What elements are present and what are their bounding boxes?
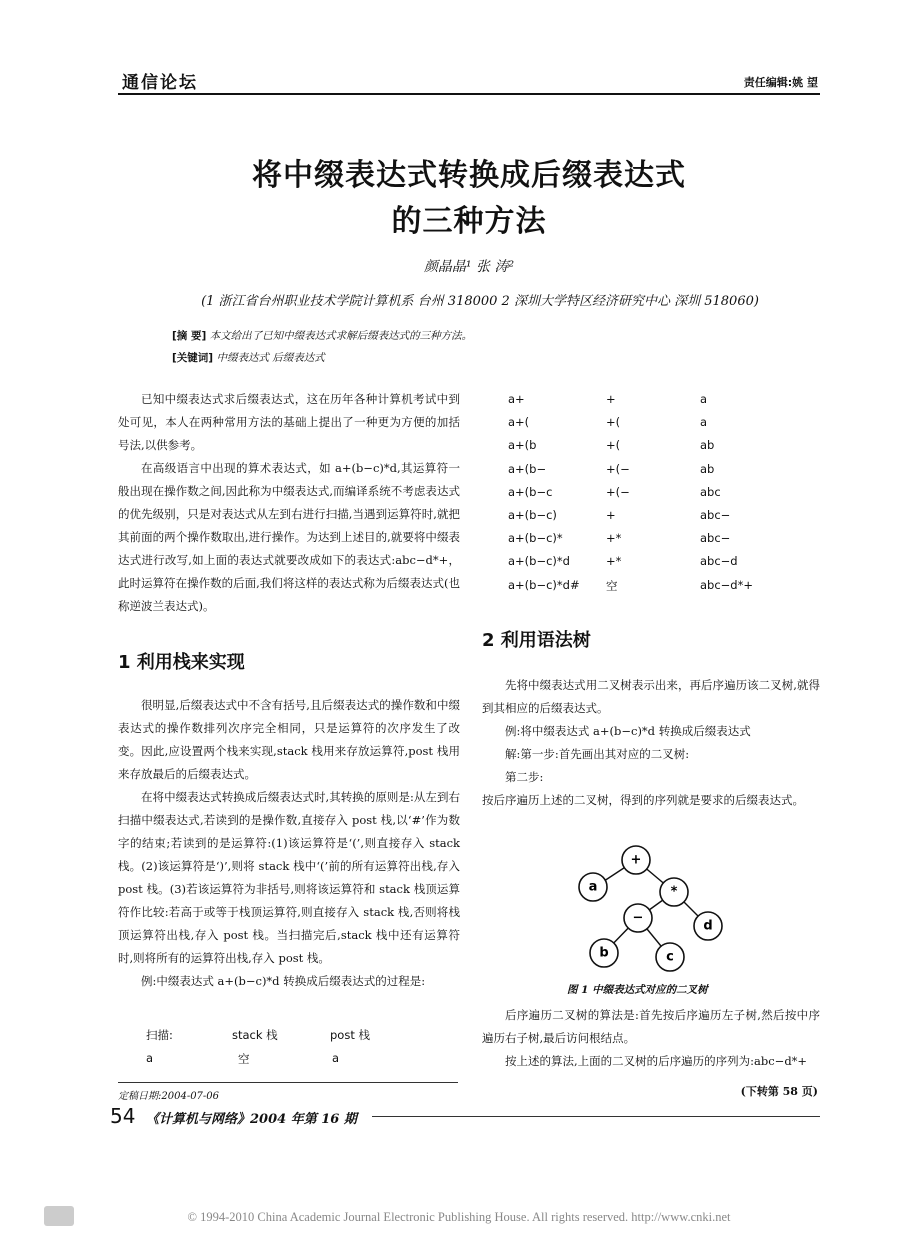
received-date: 定稿日期:2004-07-06	[118, 1091, 220, 1102]
section-2-text-top	[482, 674, 820, 812]
table-cell-scan: a+	[508, 392, 525, 406]
keywords-text: 中缀表达式 后缀表达式	[216, 352, 325, 364]
body-paragraph: 在将中缀表达式转换成后缀表达式时,其转换的原则是:从左到右扫描中缀表达式,若读到的是操作数,直接存入 post 栈,以‘#’作为数字的结束;若读到的是运算符:(1)该运算符是‘(’,则直接存入 stack 栈。(2)该运算符是‘)’,则将 stack 栈中‘(’前的所有运算符出栈,存入 post 栈。(3)若该运算符为非括号,则将该运算符和 stack 栈顶运算符作比较:若高于或等于栈顶运算符,则直接存入 stack 栈,否则将栈顶运算符出栈,存入 post 栈。当扫描完后,stack 栈中还有运算符时,则将所有的运算符出栈,存入 post 栈。	[118, 790, 460, 965]
copyright-notice: © 1994-2010 China Academic Journal Electronic Publishing House. All rights reserved. http://www.cnki.net	[187, 1210, 731, 1224]
figure-caption: 图 1 中缀表达式对应的二叉树	[567, 984, 708, 996]
table-cell-stack: +(−	[606, 484, 630, 499]
body-paragraph: 按后序遍历上述的二叉树，得到的序列就是要求的后缀表达式。	[482, 793, 804, 807]
body-paragraph: 例:将中缀表达式 a+(b−c)*d 转换成后缀表达式	[505, 724, 751, 738]
section-1-text	[118, 694, 460, 993]
table-cell-stack: 空	[606, 578, 618, 593]
tree-node	[622, 846, 650, 874]
tree-node	[579, 873, 607, 901]
table-cell-scan: a+(b	[508, 438, 537, 453]
tree-node-label: −	[632, 910, 644, 926]
continued-note: (下转第 58 页)	[740, 1085, 818, 1098]
table-cell-post: abc−	[700, 531, 731, 546]
body-paragraph: 后序遍历二叉树的算法是:首先按后序遍历左子树,然后按中序遍历右子树,最后访问根结点。	[482, 1008, 820, 1045]
tree-node-label: c	[666, 949, 674, 965]
table-cell-scan: a	[146, 1051, 154, 1065]
table-cell-post: a	[332, 1051, 340, 1065]
table-header-scan: 扫描:	[146, 1028, 173, 1042]
tree-node-label: *	[670, 884, 678, 900]
body-paragraph: 第二步:	[505, 770, 544, 784]
table-cell-post: ab	[700, 461, 715, 476]
abstract-text: 本文给出了已知中缀表达式求解后缀表达式的三种方法。	[209, 330, 473, 342]
table-cell-scan: a+(b−c)*	[508, 531, 563, 546]
body-paragraph: 先将中缀表达式用二叉树表示出来，再后序遍历该二叉树,就得到其相应的后缀表达式。	[482, 678, 820, 715]
authors: 颜晶晶¹ 张 涛²	[423, 259, 515, 275]
affiliation: (1 浙江省台州职业技术学院计算机系 台州 318000 2 深圳大学特区经济研究中心 深圳 518060)	[201, 294, 759, 309]
footer-rule	[372, 1116, 820, 1117]
tree-node-label: +	[630, 852, 642, 868]
section-2-text-bottom	[482, 1004, 820, 1073]
table-cell-scan: a+(	[508, 415, 530, 430]
tree-node	[656, 943, 684, 971]
table-cell-stack: 空	[238, 1052, 250, 1066]
conversion-table	[508, 392, 808, 602]
table-cell-post: abc−	[700, 508, 731, 522]
section-1-heading: 1 利用栈来实现	[118, 652, 245, 673]
intro-paragraph: 已知中缀表达式求后缀表达式，这在历年各种计算机考试中到处可见，本人在两种常用方法的基础上提出了一种更为方便的加括号法,以供参考。	[118, 392, 460, 452]
table-cell-stack: +*	[606, 554, 622, 569]
keywords-tag: [关键词]	[172, 352, 214, 364]
paper-title-line-2: 的三种方法	[391, 204, 547, 239]
table-cell-post: ab	[700, 438, 715, 453]
table-cell-stack: +*	[606, 531, 622, 546]
table-cell-scan: a+(b−c)*d#	[508, 577, 580, 592]
abstract-tag: [摘 要]	[172, 330, 207, 342]
table-cell-scan: a+(b−	[508, 461, 547, 476]
paper-title-line-1: 将中缀表达式转换成后缀表达式	[252, 158, 686, 193]
table-cell-post: abc−d*+	[700, 577, 753, 592]
tree-node	[590, 939, 618, 967]
table-cell-stack: +	[606, 392, 616, 406]
binary-tree-figure	[570, 840, 730, 975]
table-cell-post: abc	[700, 484, 721, 499]
body-paragraph: 很明显,后缀表达式中不含有括号,且后缀表达式的操作数和中缀表达式的操作数排列次序完全相同，只是运算符的次序发生了改变。因此,应设置两个栈来实现,stack 栈用来存放运算符,post 栈用来存放最后的后缀表达式。	[118, 698, 460, 781]
tree-node	[660, 878, 688, 906]
table-header-post: post 栈	[330, 1028, 370, 1042]
table-cell-scan: a+(b−c)	[508, 508, 557, 522]
tree-node	[624, 904, 652, 932]
body-paragraph: 例:中缀表达式 a+(b−c)*d 转换成后缀表达式的过程是:	[141, 974, 426, 988]
page-number: 54	[110, 1104, 136, 1128]
table-cell-scan: a+(b−c)*d	[508, 554, 570, 569]
table-header-stack: stack 栈	[232, 1028, 278, 1042]
table-cell-post: a	[700, 392, 708, 406]
keywords	[172, 350, 325, 365]
table-cell-post: abc−d	[700, 554, 738, 569]
abstract	[172, 328, 472, 343]
section-label: 通信论坛	[122, 73, 198, 93]
tree-node-label: d	[703, 918, 713, 934]
editor-label: 责任编辑:姚 望	[743, 76, 818, 89]
intro-paragraph: 在高级语言中出现的算术表达式，如 a+(b−c)*d,其运算符一般出现在操作数之间,因此称为中缀表达式,而编译系统不考虑表达式的优先级别，只是对表达式从左到右进行扫描,当遇到运算符时,就把其前面的两个操作数取出,进行操作。为达到上述目的,就要将中缀表达式进行改写,如上面的表达式就要改成如下的表达式:abc−d*+，此时运算符在操作数的后面,我们将这样的表达式称为后缀表达式(也称逆波兰表达式)。	[118, 461, 460, 613]
table-cell-post: a	[700, 415, 708, 430]
section-2-heading: 2 利用语法树	[482, 630, 591, 651]
footer-note-rule	[118, 1082, 458, 1083]
body-paragraph: 解:第一步:首先画出其对应的二叉树:	[505, 747, 690, 761]
table-cell-stack: +(	[606, 438, 621, 453]
table-cell-stack: +(	[606, 415, 621, 430]
header-rule	[118, 93, 820, 95]
tree-node	[694, 912, 722, 940]
table-cell-scan: a+(b−c	[508, 484, 553, 499]
table-cell-stack: +(−	[606, 461, 630, 476]
tree-node-label: b	[599, 945, 609, 961]
journal-name: 《计算机与网络》2004 年第 16 期	[146, 1112, 357, 1127]
tree-node-label: a	[588, 879, 598, 895]
intro-text	[118, 388, 460, 618]
table-cell-stack: +	[606, 508, 616, 522]
body-paragraph: 按上述的算法,上面的二叉树的后序遍历的序列为:abc−d*+	[505, 1054, 808, 1068]
